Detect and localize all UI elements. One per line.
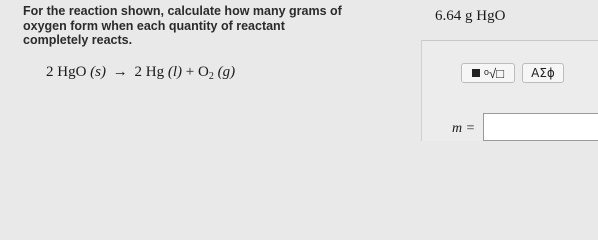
filled-square-icon [472,69,480,77]
reactant-formula: HgO [57,64,87,80]
reactant-coefficient: 2 [46,64,54,80]
root-fraction-template-icon: ᵒ√□ [484,65,504,81]
answer-panel [421,40,598,141]
plus-sign: + [185,64,195,80]
mass-answer-label: m = [452,121,476,136]
mass-answer-input[interactable] [483,113,598,141]
product2-formula: O [197,64,209,80]
reaction-arrow: → [112,64,128,80]
given-quantity: 6.64 g HgO [435,8,506,24]
math-templates-button[interactable] [461,63,515,83]
greek-symbols-button[interactable]: ΑΣϕ [522,63,564,83]
product2-subscript: 2 [208,71,214,82]
chemical-equation [46,64,235,82]
reactant-state: (s) [90,64,106,80]
question-prompt: For the reaction shown, calculate how many grams of oxygen form when each quantity of reactant completely reacts. [23,4,342,47]
product2-state: (g) [217,64,236,80]
product1-coefficient: 2 [134,64,142,80]
product1-state: (l) [167,64,183,80]
product1-formula: Hg [145,64,165,80]
